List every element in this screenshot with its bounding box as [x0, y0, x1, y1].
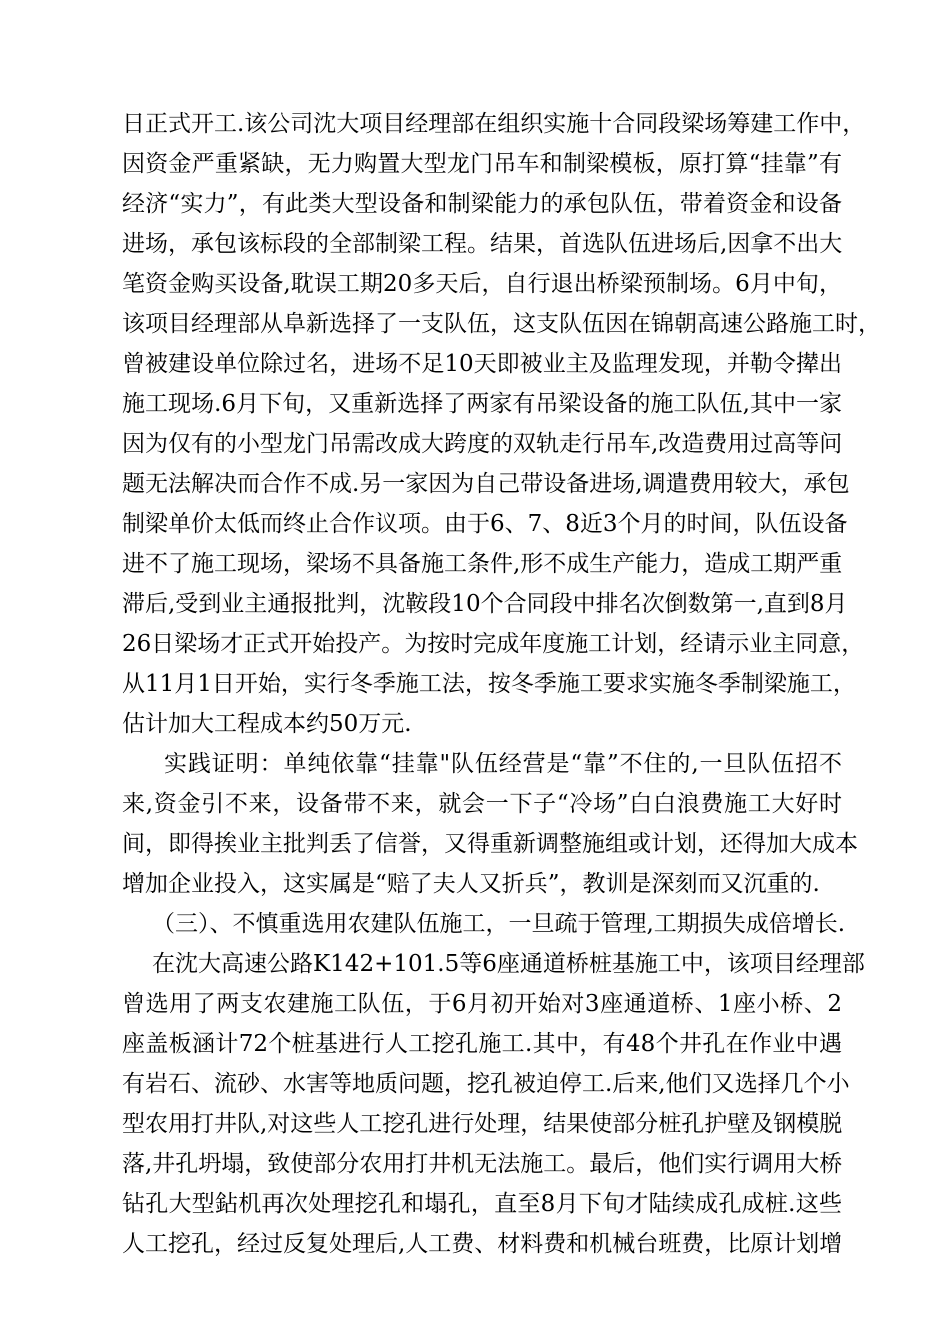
text-line: 因资金严重紧缺，无力购置大型龙门吊车和制梁模板，原打算“挂靠”有 [122, 151, 842, 177]
text-line: 座盖板涵计72个桩基进行人工挖孔施工.其中，有48个井孔在作业中遇 [122, 1031, 842, 1057]
text-line: 估计加大工程成本约50万元. [122, 711, 412, 737]
text-line: 笔资金购买设备,耽误工期20多天后，自行退出桥梁预制场。6月中旬， [122, 271, 842, 297]
text-line: 增加企业投入，这实属是“赔了夫人又折兵”，教训是深刻而又沉重的. [122, 871, 820, 897]
text-line: 经济“实力”，有此类大型设备和制梁能力的承包队伍，带着资金和设备 [122, 191, 842, 217]
text-line: 落,井孔坍塌，致使部分农用打井机无法施工。最后，他们实行调用大桥 [122, 1151, 843, 1177]
text-line: 施工现场.6月下旬，又重新选择了两家有吊梁设备的施工队伍,其中一家 [122, 391, 842, 417]
text-line: 间，即得挨业主批判丢了信誉，又得重新调整施组或计划，还得加大成本 [122, 831, 858, 857]
section-heading: （三）、不慎重选用农建队伍施工，一旦疏于管理,工期损失成倍增长. [152, 911, 846, 937]
text-line: 在沈大高速公路K142+101.5等6座通道桥桩基施工中，该项目经理部 [152, 951, 865, 977]
text-line: 钻孔大型鉆机再次处理挖孔和塌孔，直至8月下旬才陆续成孔成桩.这些 [122, 1191, 842, 1217]
text-line: 有岩石、流砂、水害等地质问题，挖孔被迫停工.后来,他们又选择几个小 [122, 1071, 850, 1097]
text-line: 该项目经理部从阜新选择了一支队伍，这支队伍因在锦朝高速公路施工时， [122, 311, 881, 337]
text-line: 从11月1日开始，实行冬季施工法，按冬季施工要求实施冬季制梁施工， [122, 671, 856, 697]
text-line: 型农用打井队,对这些人工挖孔进行处理，结果使部分桩孔护壁及钢模脱 [122, 1111, 843, 1137]
text-line: 进场，承包该标段的全部制梁工程。结果，首选队伍进场后,因拿不出大 [122, 231, 843, 257]
text-line: 曾选用了两支农建施工队伍，于6月初开始对3座通道桥、1座小桥、2 [122, 991, 842, 1017]
text-line: 26日梁场才正式开始投产。为按时完成年度施工计划，经请示业主同意， [122, 631, 865, 657]
text-line: 题无法解决而合作不成.另一家因为自己带设备进场,调遣费用较大，承包 [122, 471, 850, 497]
text-line: 实践证明：单纯依靠“挂靠"队伍经营是“靠”不住的,一旦队伍招不 [164, 751, 842, 777]
text-line: 进不了施工现场，梁场不具备施工条件,形不成生产能力，造成工期严重 [122, 551, 843, 577]
text-line: 来,资金引不来，设备带不来，就会一下子“冷场”白白浪费施工大好时 [122, 791, 842, 817]
text-line: 制梁单价太低而终止合作议项。由于6、7、8近3个月的时间，队伍设备 [122, 511, 848, 537]
text-line: 人工挖孔，经过反复处理后,人工费、材料费和机械台班费，比原计划增 [122, 1231, 843, 1257]
text-line: 因为仅有的小型龙门吊需改成大跨度的双轨走行吊车,改造费用过高等问 [122, 431, 843, 457]
text-line: 曾被建设单位除过名，进场不足10天即被业主及监理发现，并勒令撵出 [122, 351, 842, 377]
text-line: 滞后,受到业主通报批判，沈鞍段10个合同段中排名次倒数第一,直到8月 [122, 591, 848, 617]
text-line: 日正式开工.该公司沈大项目经理部在组织实施十合同段梁场筹建工作中， [122, 111, 866, 137]
